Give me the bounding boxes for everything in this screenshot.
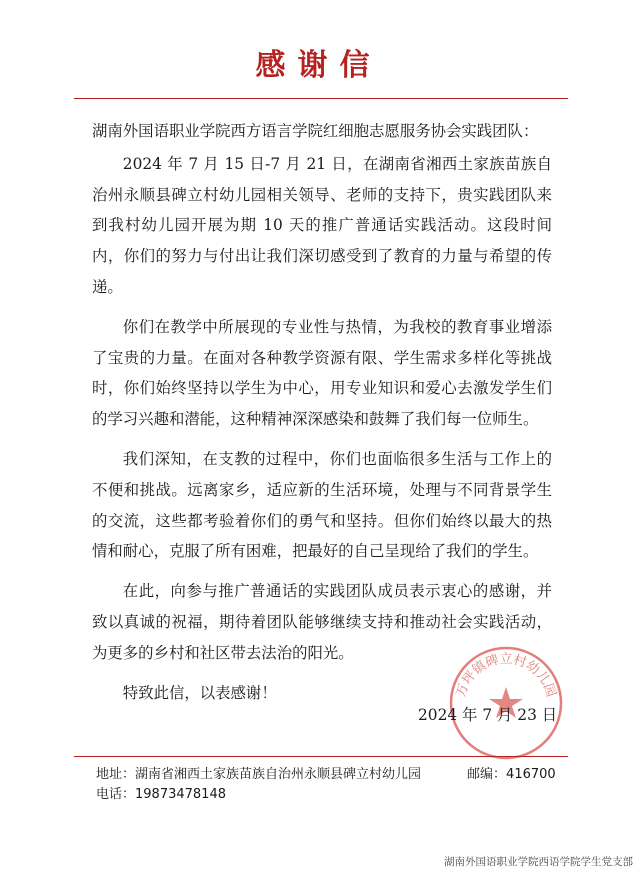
letter-title: 感谢信 [255, 48, 382, 83]
zip-value: 416700 [506, 767, 556, 782]
watermark: 湖南外国语职业学院西语学院学生党支部 [444, 856, 633, 868]
paragraph-1: 2024 年 7 月 15 日-7 月 21 日，在湖南省湘西土家族苗族自治州永顺县碑立村幼儿园相关领导、老师的支持下，贵实践团队来到我村幼儿园开展为期 10 天的推广普通话实践活动。这段时间内，你们的努力与付出让我们深切感受到了教育的力量与希望的传递。 [92, 154, 552, 296]
salutation: 湖南外国语职业学院西方语言学院红细胞志愿服务协会实践团队： [92, 122, 539, 140]
phone-value: 19873478148 [135, 787, 226, 802]
footer-divider [74, 756, 568, 757]
address-value: 湖南省湘西土家族苗族自治州永顺县碑立村幼儿园 [135, 767, 422, 782]
letter-date: 2024 年 7 月 23 日 [418, 706, 558, 724]
footer-address-row [96, 765, 566, 785]
address-label: 地址： [96, 767, 136, 782]
paragraph-4: 在此，向参与推广普通话的实践团队成员表示衷心的感谢，并致以真诚的祝福，期待着团队能够继续支持和推动社会实践活动，为更多的乡村和社区带去法治的阳光。 [92, 582, 552, 662]
svg-text:万坪镇碑立村幼儿园: 万坪镇碑立村幼儿园 [453, 652, 559, 700]
header-divider [74, 98, 568, 99]
paragraph-2: 你们在教学中所展现的专业性与热情，为我校的教育事业增添了宝贵的力量。在面对各种教学资源有限、学生需求多样化等挑战时，你们始终坚持以学生为中心，用专业知识和爱心去激发学生们的学习兴趣和潜能，这种精神深深感染和鼓舞了我们每一位师生。 [92, 317, 552, 429]
footer-phone-row [96, 785, 566, 805]
footer [96, 765, 566, 805]
paragraph-3: 我们深知，在支教的过程中，你们也面临很多生活与工作上的不便和挑战。远离家乡，适应新的生活环境，处理与不同背景学生的交流，这些都考验着你们的勇气和坚持。但你们始终以最大的热情和耐心，克服了所有困难，把最好的自己呈现给了我们的学生。 [92, 449, 552, 561]
letter-body [92, 116, 552, 717]
zip-label: 邮编： [467, 767, 507, 782]
phone-label: 电话： [96, 787, 136, 802]
closing-line: 特致此信，以表感谢！ [122, 683, 277, 702]
